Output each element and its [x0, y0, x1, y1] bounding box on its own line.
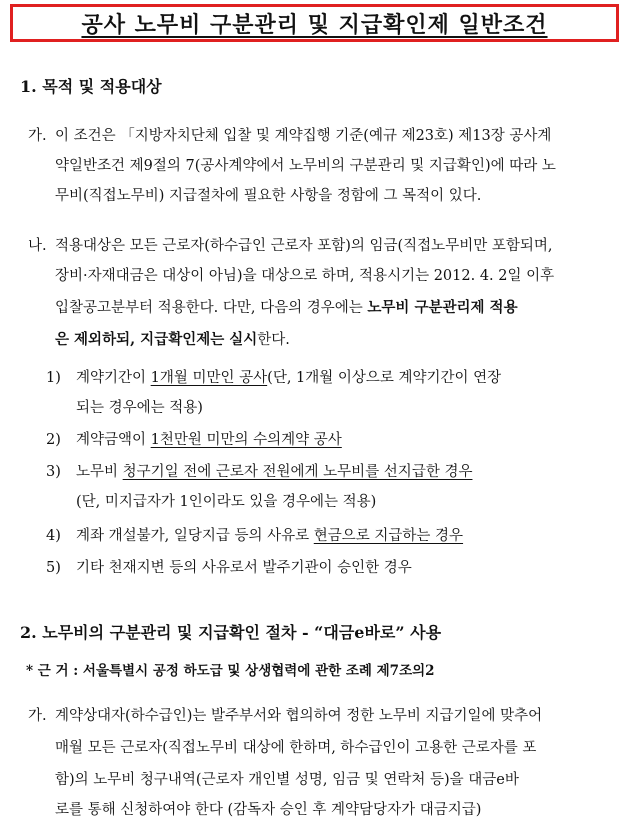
- item-3-cont: (단, 미지급자가 1인이라도 있을 경우에는 적용): [76, 494, 377, 510]
- section1-na-line-3: [55, 298, 518, 318]
- section1-ga-line-3: 무비(직접노무비) 지급절차에 필요한 사항을 정함에 그 목적이 있다.: [55, 188, 482, 204]
- item-1-post: (단, 1개월 이상으로 계약기간이 연장: [267, 370, 502, 386]
- item-1: [76, 368, 501, 388]
- section1-na-line-2: 장비·자재대금은 대상이 아님)을 대상으로 하며, 적용시기는 2012. 4. 2일 이후: [55, 268, 555, 284]
- item-3-pre: 노무비: [76, 464, 123, 480]
- item-4: [76, 526, 463, 546]
- section1-heading: 1. 목적 및 적용대상: [20, 77, 162, 96]
- item-4-underlined: 현금으로 지급하는 경우: [313, 528, 464, 544]
- na-line-3-plain: 입찰공고분부터 적용한다. 다만, 다음의 경우에는: [55, 300, 368, 316]
- na-line-3-bold: 노무비 구분관리제 적용: [367, 299, 518, 316]
- na-line-4-plain: 한다.: [257, 332, 290, 348]
- section2-ga-marker: 가.: [28, 708, 47, 724]
- section1-ga-line-2: 약일반조건 제9절의 7(공사계약에서 노무비의 구분관리 및 지급확인)에 따라 노: [55, 158, 556, 174]
- page-title: 공사 노무비 구분관리 및 지급확인제 일반조건: [81, 11, 548, 38]
- item-2-num: 2): [46, 432, 61, 448]
- item-3-underlined: 청구기일 전에 근로자 전원에게 노무비를 선지급한 경우: [122, 464, 473, 480]
- item-3-num: 3): [46, 464, 61, 480]
- section1-ga-line-1: 이 조건은 「지방자치단체 입찰 및 계약집행 기준(예규 제23호) 제13장 공사계: [55, 128, 552, 144]
- item-5-num: 5): [46, 560, 61, 576]
- item-1-cont: 되는 경우에는 적용): [76, 400, 203, 416]
- section2-ga-line-3: 함)의 노무비 청구내역(근로자 개인별 성명, 임금 및 연락처 등)을 대금e바: [55, 772, 519, 788]
- section1-ga-marker: 가.: [28, 128, 47, 144]
- section2-ga-line-2: 매월 모든 근로자(직접노무비 대상에 한하며, 하수급인이 고용한 근로자를 포: [55, 740, 537, 756]
- title-box: [10, 4, 619, 42]
- item-5: 기타 천재지변 등의 사유로서 발주기관이 승인한 경우: [76, 560, 412, 576]
- section2-basis: * 근 거 : 서울특별시 공정 하도급 및 상생협력에 관한 조례 제7조의2: [26, 663, 435, 679]
- item-2-pre: 계약금액이: [76, 432, 151, 448]
- section2-ga-line-1: 계약상대자(하수급인)는 발주부서와 협의하여 정한 노무비 지급기일에 맞추어: [55, 708, 543, 724]
- na-line-4-bold: 은 제외하되, 지급확인제는 실시: [55, 331, 258, 348]
- section1-na-line-1: 적용대상은 모든 근로자(하수급인 근로자 포함)의 임금(직접노무비만 포함되며,: [55, 238, 553, 254]
- item-1-pre: 계약기간이: [76, 370, 151, 386]
- item-4-num: 4): [46, 528, 61, 544]
- item-3: [76, 462, 472, 482]
- item-1-underlined: 1개월 미만인 공사: [150, 370, 268, 386]
- item-2-underlined: 1천만원 미만의 수의계약 공사: [150, 432, 342, 448]
- section1-na-line-4: [55, 330, 290, 350]
- item-1-num: 1): [46, 370, 61, 386]
- section1-na-marker: 나.: [28, 238, 47, 254]
- item-4-pre: 계좌 개설불가, 일당지급 등의 사유로: [76, 528, 314, 544]
- section2-ga-line-4: 로를 통해 신청하여야 한다 (감독자 승인 후 계약담당자가 대금지급): [55, 802, 482, 818]
- section2-heading: 2. 노무비의 구분관리 및 지급확인 절차 - “대금e바로” 사용: [20, 623, 442, 642]
- item-2: [76, 430, 342, 450]
